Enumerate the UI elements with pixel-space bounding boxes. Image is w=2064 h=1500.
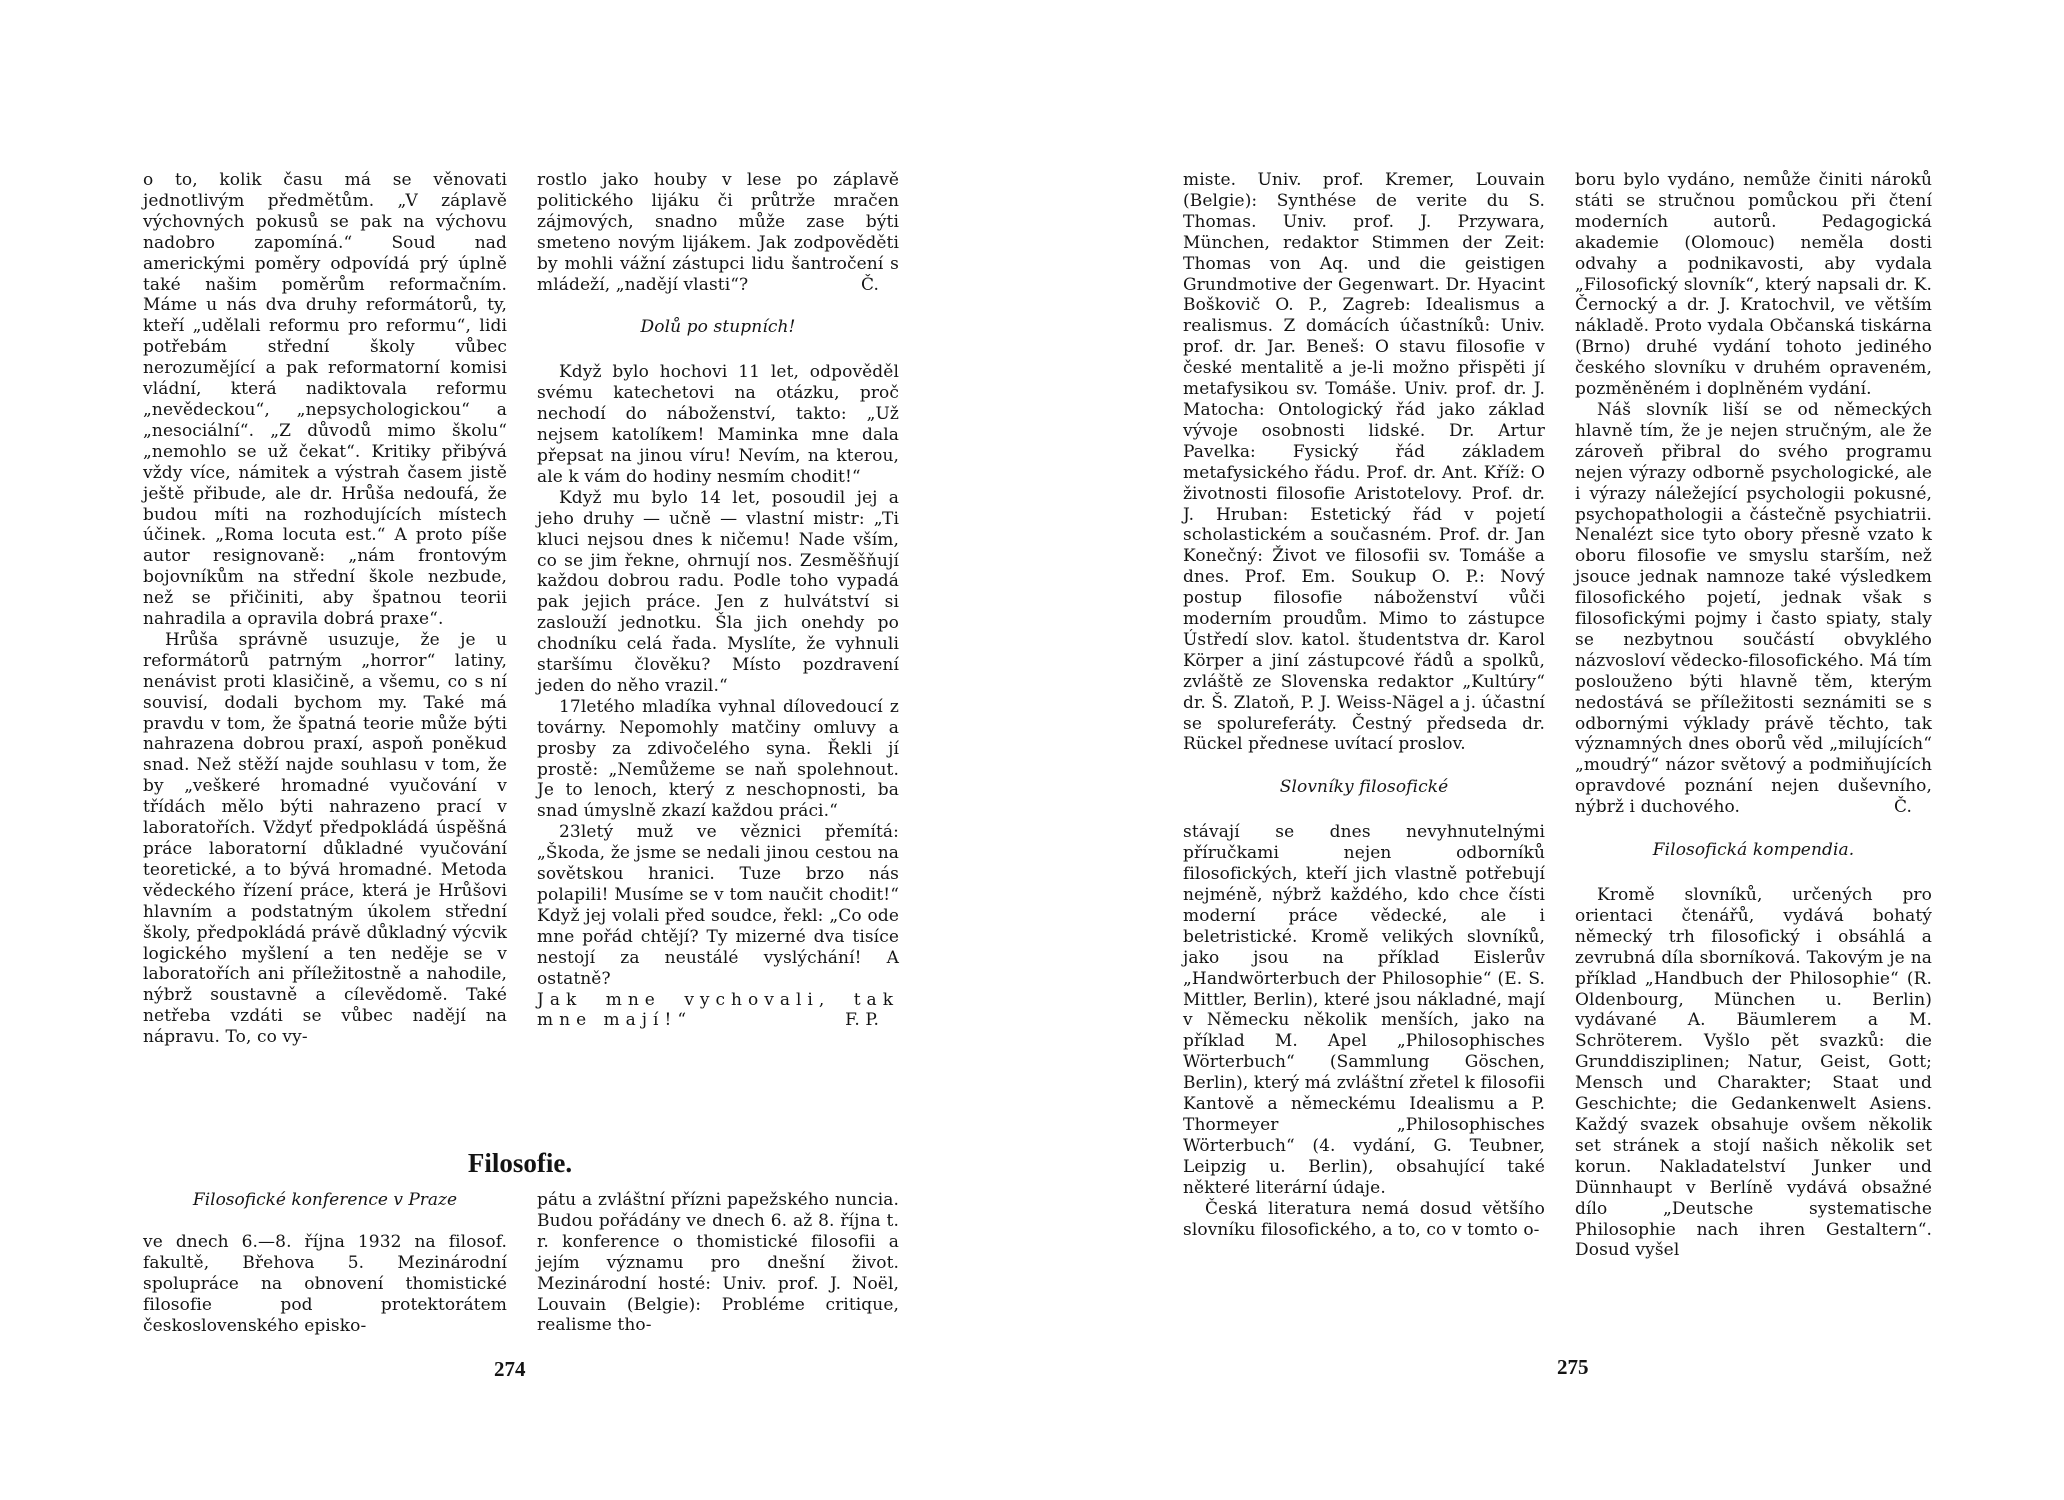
left-page-column-1 bbox=[143, 170, 507, 1048]
right-col1-paragraph: stávají se dnes nevyhnutelnými příručkami nejen odborníků filosofických, kteří jich vlastně potřebují nejméně, nýbrž každého, kdo chce čísti moderní práce vědecké, ale i beletristické. Kromě velikých slovníků, jako jsou na příklad Eislerův „Handwörterbuch der Philosophie“ (E. S. Mittler, Berlin), které jsou nákladné, mají v Německu několik menších, jako na příklad M. Apel „Philosophisches Wörterbuch“ (Sammlung Göschen, Berlin), který má zvláštní zřetel k filosofii Kantově a německému Idealismu a P. Thormeyer „Philosophisches Wörterbuch“ (4. vydání, G. Teubner, Leipzig u. Berlin), obsahující také některé literární údaje. bbox=[1183, 822, 1546, 1198]
left-col2-paragraph: 23letý muž ve věznici přemítá: „Škoda, že jsme se nedali jinou cestou na sovětskou hranici. Tuze brzo nás polapili! Musíme se v tom naučit chodit!“ Když jej volali před soudce, řekl: „Co ode mne pořád chtějí? Ty mizerné dva tisíce nestojí za neustálé vyslýchání! A ostatně? bbox=[537, 822, 899, 989]
right-col1-paragraph: Česká literatura nemá dosud většího slovníku filosofického, a to, co v tomto o- bbox=[1183, 1198, 1545, 1240]
left-col2-paragraph: Když mu bylo 14 let, posoudil jej a jeho druhy — učně — vlastní mistr: „Ti kluci nejsou dnes k ničemu! Nade vším, co se jim řekne, ohrnují nos. Zesměšňují každou dobrou radu. Podle toho vypadá pak jejich práce. Jen z hulvátství si zaslouží jednotku. Šla jich onehdy po chodníku celá řada. Myslíte, že vyhnuli staršímu člověku? Místo pozdravení jeden do něho vrazil.“ bbox=[537, 487, 899, 696]
section-title: Filosofie. bbox=[467, 1148, 573, 1178]
right-page-column-2 bbox=[1575, 170, 1932, 1261]
signature: Č. bbox=[860, 274, 879, 295]
signature: F. P. bbox=[845, 1010, 879, 1031]
right-col2-paragraph: boru bylo vydáno, nemůže činiti nároků státi se stručnou pomůckou při čtení moderních autorů. Pedagogická akademie (Olomouc) neměla dosti odvahy a podnikavosti, aby vydala „Filosofický slovník“, který napsali dr. K. Černocký a dr. J. Kratochvil, ve větším nákladě. Proto vydala Občanská tiskárna (Brno) druhé vydání tohoto jediného českého slovníku v druhém opraveném, pozměněném i doplněném vydání. bbox=[1575, 170, 1932, 400]
filo-paragraph: pátu a zvláštní přízni papežského nuncia. Budou pořádány ve dnech 6. až 8. října t. r. konference o thomistické filosofii a jejím významu pro dnešní život. Mezinárodní hosté: Univ. prof. J. Noël, Louvain (Belgie): Probléme critique, realisme tho- bbox=[537, 1190, 899, 1336]
right-col1-top-text: miste. Univ. prof. Kremer, Louvain (Belgie): Synthése de verite du S. Thomas. Univ. prof. J. Przywara, München, redaktor Stimmen der Zeit: Thomas von Aq. und die geistigen Grundmotive der Gegenwart. Dr. Hyacint Boškovič O. P., Zagreb: Idealismus a realismus. Z domácích účastníků: Univ. prof. dr. Jar. Beneš: O stavu filosofie v české mentalitě a je-li možno přispěti jí metafysikou sv. Tomáše. Univ. prof. dr. J. Matocha: Ontologický řád jako základ vývoje osobnosti lidské. Dr. Artur Pavelka: Fysický řád základem metafysického řádu. Prof. dr. Ant. Kříž: O životnosti filosofie Aristotelovy. Prof. dr. J. Hruban: Estetický řád v pojetí scholastickém a současném. Prof. dr. Jan Konečný: Život ve filosofii sv. Tomáše a dnes. Prof. Em. Soukup O. P.: Nový postup filosofie náboženství vůči moderním proudům. Mimo to zástupce Ústředí slov. katol. študentstva dr. Karol Körper a jiní zástupcové řádů a spolků, zvláště ze Slovenska redaktor „Kultúry“ dr. Š. Zlatoň, P. J. Weiss-Nägel a j. účastní se spolureferáty. Čestný předseda dr. Rückel přednese uvítací proslov. bbox=[1183, 170, 1545, 755]
section-heading: Dolů po stupních! bbox=[640, 317, 796, 338]
page-number: 275 bbox=[1557, 1355, 1589, 1379]
right-page-column-1 bbox=[1183, 170, 1545, 1240]
spaced-quote: Jak mne vychovali, tak mne mají!“ bbox=[537, 989, 899, 1031]
left-page-filo-column-2 bbox=[537, 1190, 899, 1336]
page-number: 274 bbox=[494, 1357, 526, 1381]
left-page-column-2 bbox=[537, 170, 899, 1031]
filo-paragraph: ve dnech 6.—8. října 1932 na filosof. fakultě, Břehova 5. Mezinárodní spolupráce na obnovení thomistické filosofie pod protektorátem československého episko- bbox=[143, 1232, 507, 1336]
left-col2-paragraph: Když bylo hochovi 11 let, odpověděl svému katechetovi na otázku, proč nechodí do náboženství, takto: „Už nejsem katolíkem! Maminka mne dala přepsat na jinou víru! Nevím, na kterou, ale k vám do hodiny nesmím chodit!“ bbox=[537, 362, 899, 487]
left-col2-top-text: rostlo jako houby v lese po záplavě politického lijáku či průtrže mračen zájmových, snadno může zase býti smeteno novým lijákem. Jak zodpověděti by mohli vážní zástupci lidu šantročení s mládeží, „nadějí vlasti“? bbox=[537, 170, 899, 295]
left-col1-paragraph: o to, kolik času má se věnovati jednotlivým předmětům. „V záplavě výchovných pokusů se pak na výchovu nadobro zapomíná.“ Soud nad americkými poměry odpovídá prý úplně také našim poměrům reformačním. Máme u nás dva druhy reformátorů, ty, kteří „udělali reformu pro reformu“, lidi potřebám střední školy vůbec nerozumějící a pak reformatorní komisi vládní, která nadiktovala reformu „nevědeckou“, „nepsychologickou“ a „nesociální“. „Z důvodů mimo školu“ „nemohlo se už čekat“. Kritiky přibývá vždy více, námitek a výstrah časem jistě ještě přibude, ale dr. Hrůša nedoufá, že budou míti na rozhodujících místech účinek. „Roma locuta est.“ A proto píše autor resignovaně: „nám frontovým bojovníkům na střední škole nezbude, než se přičiniti, aby špatnou teorii nahradila a opravila dobrá praxe“. bbox=[143, 170, 507, 630]
right-col2-paragraph: Kromě slovníků, určených pro orientaci čtenářů, vydává bohatý německý trh filosofický i obsáhlá a zevrubná díla sborníková. Takovým je na příklad „Handbuch der Philosophie“ (R. Oldenbourg, München u. Berlin) vydávané A. Bäumlerem a M. Schröterem. Vyšlo pět svazků: die Grunddisziplinen; Natur, Geist, Gott; Mensch und Charakter; Staat und Geschichte; die Gedankenwelt Asiens. Každý svazek obsahuje ovšem několik set stránek a stojí našich několik set korun. Nakladatelství Junker und Dünnhaupt v Berlíně vydává obsažné dílo „Deutsche systematische Philosophie nach ihren Gestaltern“. Dosud vyšel bbox=[1575, 885, 1932, 1261]
section-heading: Slovníky filosofické bbox=[1279, 777, 1449, 798]
section-heading: Filosofické konference v Praze bbox=[192, 1190, 458, 1210]
section-heading: Filosofická kompendia. bbox=[1652, 840, 1855, 861]
left-page-filo-column-1 bbox=[143, 1232, 507, 1337]
right-col2-paragraph: Náš slovník liší se od německých hlavně tím, že je nejen stručným, ale že zároveň přibral do svého programu nejen výrazy odborně psychologické, ale i výrazy náležející psychologii pokusné, psychopathologii a částečně psychiatrii. Nenalézt sice tyto obory přesně vzato k oboru filosofie ve smyslu starším, než jsouce jednak namnoze také výsledkem filosofického pojetí, jednak však s filosofickými pojmy i často spiaty, staly se nezbytnou součástí obvyklého názvosloví vědecko-filosofického. Má tím poslouženo býti hlavně těm, kterým nedostává se příležitosti seznámiti se s odbornými výklady právě těchto, tak významných dnes oborů věd „milujících“ „moudrý“ názor světový a podmiňujících opravdové poznání nejen duševního, nýbrž i duchového. bbox=[1575, 399, 1932, 818]
left-col1-paragraph: Hrůša správně usuzuje, že je u reformátorů patrným „horror“ latiny, nenávist proti klasičině, a všemu, co s ní souvisí, dodali bychom my. Také má pravdu v tom, že špatná teorie může býti nahrazena dobrou praxí, aspoň poněkud snad. Než stěží najde souhlasu v tom, že by „veškeré hromadné vyučování v třídách mělo býti nahrazeno prací v laboratořích. Vždyť předpokládá úspěšná práce laboratorní důkladné vyučování teoretické, a to bývá hromadné. Metoda vědeckého řízení práce, která je Hrůšovi hlavním a podstatným úkolem střední školy, předpokládá právě důkladný výcvik logického myšlení a ten neděje se v laboratořích ani příležitostně a nahodile, nýbrž soustavně a cílevědomě. Také netřeba vzdáti se vůbec nadějí na nápravu. To, co vy- bbox=[143, 629, 507, 1048]
left-col2-paragraph: 17letého mladíka vyhnal dílovedoucí z továrny. Nepomohly matčiny omluvy a prosby za zdivočelého syna. Řekli jí prostě: „Nemůžeme se naň spolehnout. Je to lenoch, který z neschopnosti, ba snad úmyslně zkazí každou práci.“ bbox=[537, 696, 899, 822]
signature: Č. bbox=[1893, 797, 1912, 818]
